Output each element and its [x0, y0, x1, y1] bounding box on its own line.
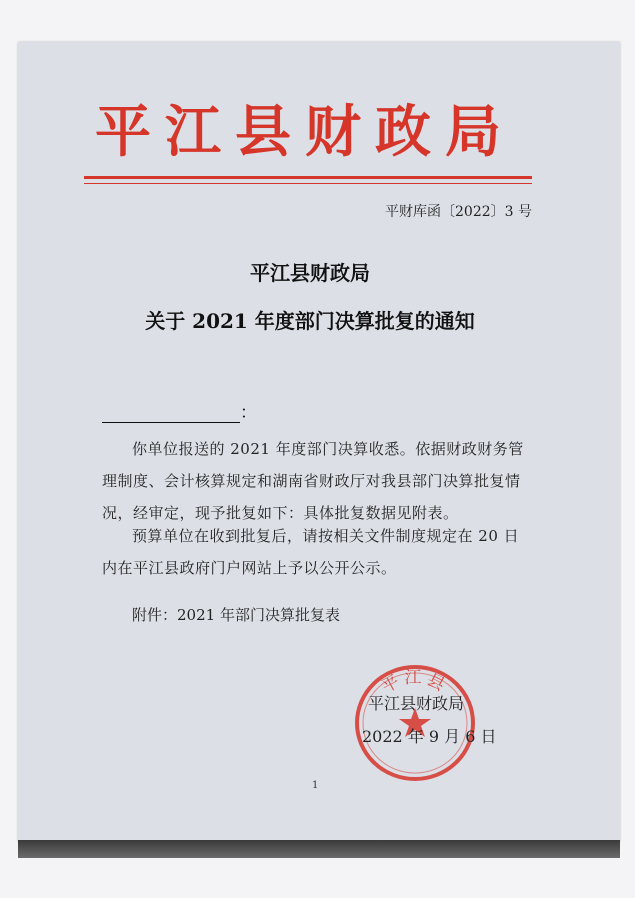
addressee-colon: ： — [240, 403, 257, 423]
letterhead-rule-thin — [84, 183, 532, 184]
signature-organization: 平江县财政局 — [368, 694, 465, 713]
addressee-blank — [102, 404, 240, 423]
letterhead-title: 平江县财政局 — [95, 99, 515, 165]
page-number: 1 — [312, 780, 319, 791]
body-paragraph-2: 预算单位在收到批复后，请按相关文件制度规定在 20 日内在平江县政府门户网站上予以公开公示。 — [102, 527, 520, 577]
subject-line-2: 关于 2021 年度部门决算批复的通知 — [145, 309, 475, 333]
document-number: 平财库函〔2022〕3 号 — [385, 204, 532, 220]
subject-line-1: 平江县财政局 — [250, 261, 370, 285]
letterhead-rule-thick — [84, 176, 532, 179]
addressee — [102, 398, 257, 423]
official-seal — [350, 660, 480, 786]
signature-date: 2022 年 9 月 6 日 — [362, 727, 497, 746]
body-paragraph-1: 你单位报送的 2021 年度部门决算收悉。依据财政财务管理制度、会计核算规定和湖南省财政厅对我县部门决算批复情况，经审定，现予批复如下：具体批复数据见附表。 — [102, 440, 524, 522]
scan-bottom-shadow — [18, 840, 620, 858]
seal-text: 平江县 — [378, 668, 452, 698]
attachment-line: 附件：2021 年部门决算批复表 — [132, 606, 340, 624]
